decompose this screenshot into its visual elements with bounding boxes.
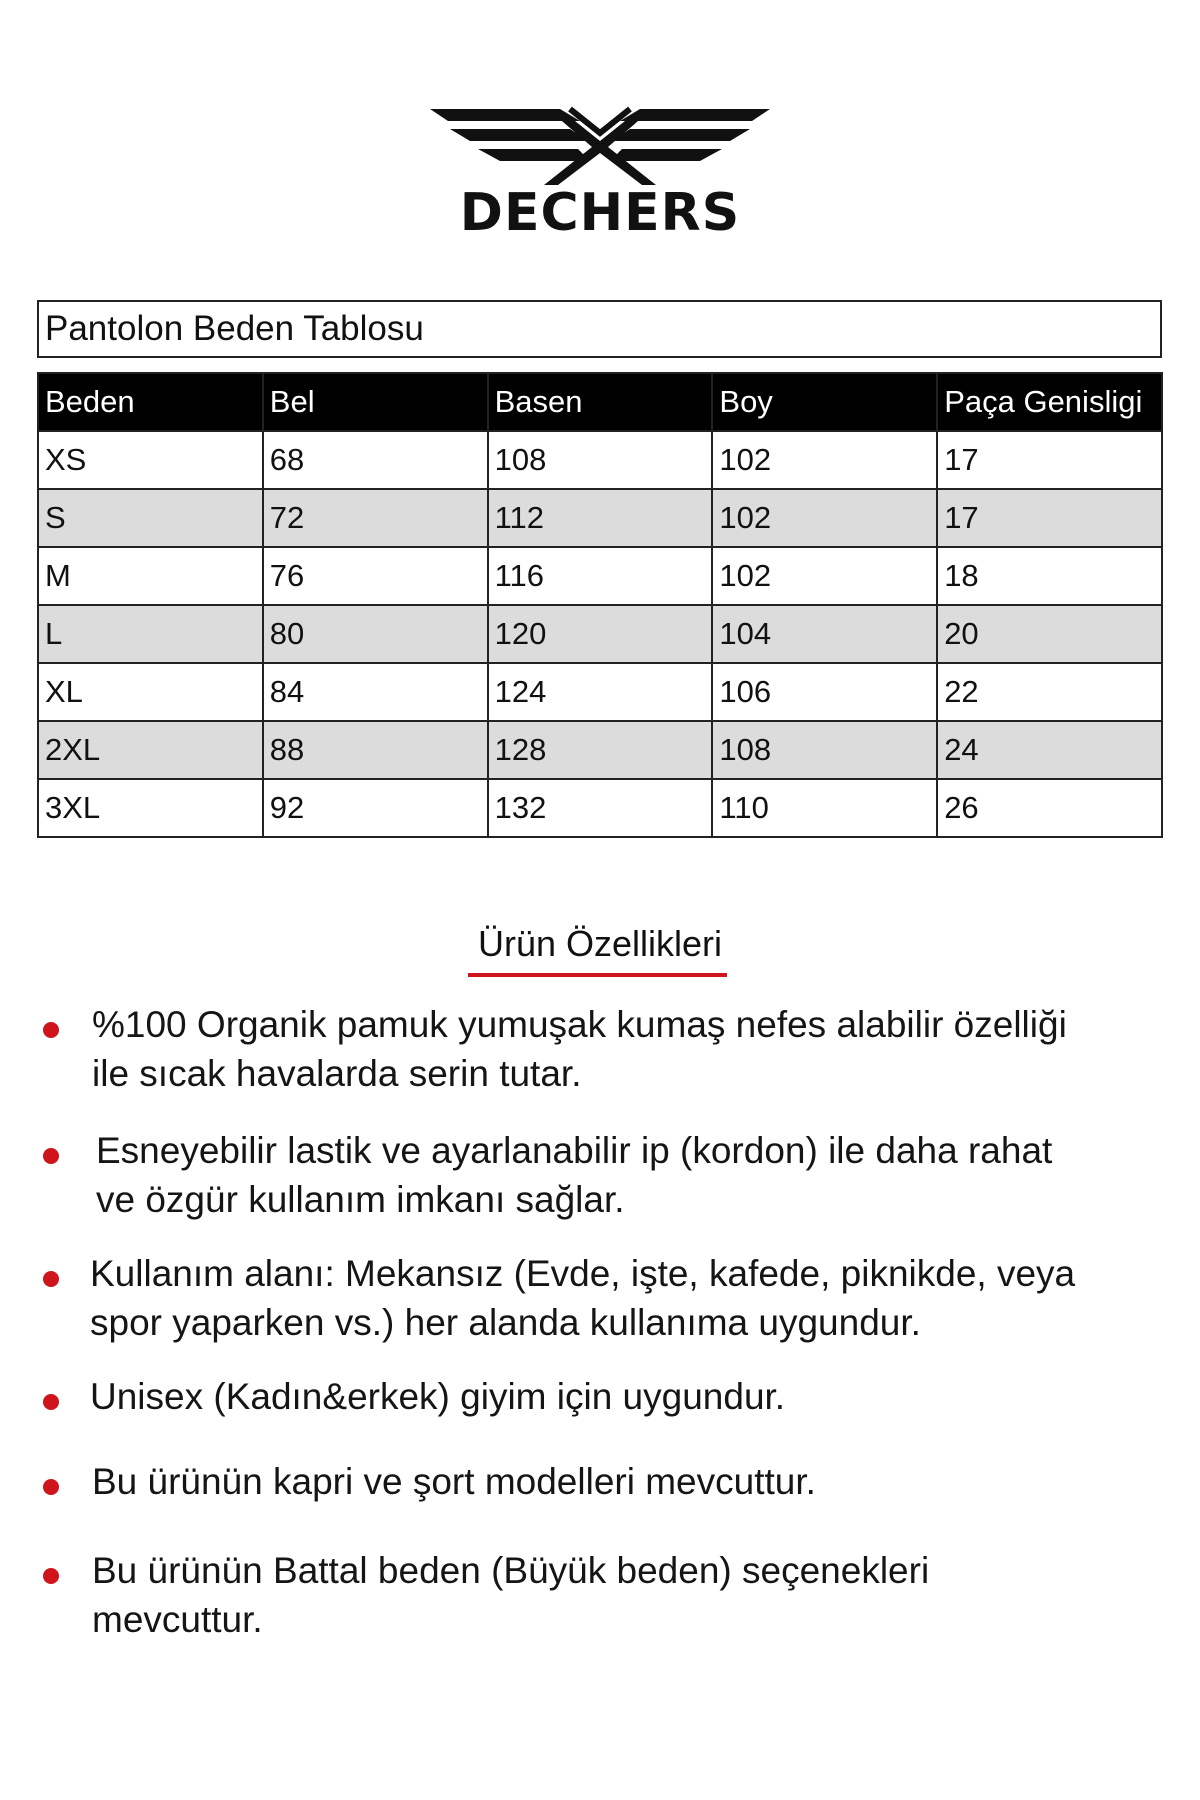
size-table-header-row xyxy=(38,373,1162,431)
table-cell: 88 xyxy=(263,721,488,779)
table-row xyxy=(38,431,1162,489)
table-cell: 80 xyxy=(263,605,488,663)
bullet-icon xyxy=(43,1568,59,1584)
table-cell: 18 xyxy=(937,547,1162,605)
table-cell: 2XL xyxy=(38,721,263,779)
table-row xyxy=(38,721,1162,779)
dechers-wing-x-logo-icon xyxy=(420,105,780,185)
table-cell: 22 xyxy=(937,663,1162,721)
table-cell: 102 xyxy=(712,431,937,489)
table-cell: 102 xyxy=(712,547,937,605)
table-cell: XS xyxy=(38,431,263,489)
feature-line: spor yaparken vs.) her alanda kullanıma uygundur. xyxy=(90,1302,921,1343)
bullet-icon xyxy=(43,1148,59,1164)
table-cell: 102 xyxy=(712,489,937,547)
table-cell: 17 xyxy=(937,489,1162,547)
features-title-underline xyxy=(468,973,727,977)
table-cell: 132 xyxy=(488,779,713,837)
feature-line: mevcuttur. xyxy=(92,1599,263,1640)
table-cell: 128 xyxy=(488,721,713,779)
feature-line: Kullanım alanı: Mekansız (Evde, işte, kafede, piknikde, veya xyxy=(90,1253,1076,1294)
table-cell: 112 xyxy=(488,489,713,547)
feature-line: Bu ürünün Battal beden (Büyük beden) seçenekleri xyxy=(92,1550,930,1591)
table-cell: S xyxy=(38,489,263,547)
table-cell: 72 xyxy=(263,489,488,547)
table-row xyxy=(38,605,1162,663)
feature-line: Unisex (Kadın&erkek) giyim için uygundur. xyxy=(90,1376,786,1417)
table-cell: 124 xyxy=(488,663,713,721)
features-title: Ürün Özellikleri xyxy=(477,923,723,964)
column-header-basen: Basen xyxy=(488,373,713,431)
table-cell: 104 xyxy=(712,605,937,663)
table-cell: L xyxy=(38,605,263,663)
bullet-icon xyxy=(43,1479,59,1495)
bullet-icon xyxy=(43,1271,59,1287)
bullet-icon xyxy=(43,1022,59,1038)
table-cell: 106 xyxy=(712,663,937,721)
table-row xyxy=(38,663,1162,721)
table-row xyxy=(38,547,1162,605)
table-cell: 116 xyxy=(488,547,713,605)
bullet-icon xyxy=(43,1394,59,1410)
table-cell: 20 xyxy=(937,605,1162,663)
feature-line: ile sıcak havalarda serin tutar. xyxy=(92,1053,582,1094)
table-cell: 84 xyxy=(263,663,488,721)
brand-logo xyxy=(420,105,780,243)
table-row xyxy=(38,779,1162,837)
size-table-title: Pantolon Beden Tablosu xyxy=(37,300,1162,358)
feature-line: ve özgür kullanım imkanı sağlar. xyxy=(96,1179,625,1220)
table-cell: 108 xyxy=(488,431,713,489)
size-table xyxy=(37,372,1163,838)
column-header-beden: Beden xyxy=(38,373,263,431)
table-cell: 108 xyxy=(712,721,937,779)
table-cell: 76 xyxy=(263,547,488,605)
table-cell: 3XL xyxy=(38,779,263,837)
table-cell: 24 xyxy=(937,721,1162,779)
table-cell: M xyxy=(38,547,263,605)
table-row xyxy=(38,489,1162,547)
feature-line: %100 Organik pamuk yumuşak kumaş nefes alabilir özelliği xyxy=(92,1004,1067,1045)
feature-line: Bu ürünün kapri ve şort modelleri mevcuttur. xyxy=(92,1461,816,1502)
column-header-boy: Boy xyxy=(712,373,937,431)
table-cell: 92 xyxy=(263,779,488,837)
table-cell: 110 xyxy=(712,779,937,837)
column-header-bel: Bel xyxy=(263,373,488,431)
table-cell: XL xyxy=(38,663,263,721)
table-cell: 17 xyxy=(937,431,1162,489)
feature-line: Esneyebilir lastik ve ayarlanabilir ip (kordon) ile daha rahat xyxy=(96,1130,1053,1171)
table-cell: 120 xyxy=(488,605,713,663)
table-cell: 26 xyxy=(937,779,1162,837)
column-header-paca-genisligi: Paça Genisligi xyxy=(937,373,1162,431)
table-cell: 68 xyxy=(263,431,488,489)
brand-name: DECHERS xyxy=(459,183,741,243)
